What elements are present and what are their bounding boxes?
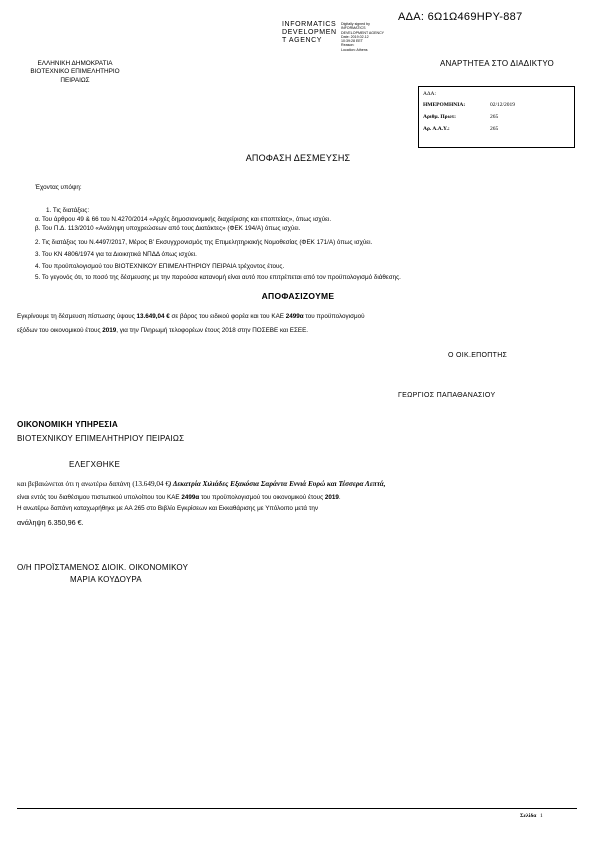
meta-row-aay bbox=[423, 126, 499, 132]
decision-text: σε βάρος του ειδικού φορέα και του ΚΑΕ bbox=[169, 313, 286, 320]
stamp-line: 10:39:28 EET bbox=[341, 39, 363, 44]
cert-text: του προϋπολογισμού του οικονομικού έτους bbox=[199, 494, 325, 501]
stamp-line: INFORMATICS bbox=[341, 26, 366, 31]
consideration-item: 4. Του προϋπολογισμού του ΒΙΟΤΕΧΝΙΚΟΥ ΕΠΙΜΕΛΗΤΗΡΙΟΥ ΠΕΙΡΑΙΑ τρέχοντος έτους. bbox=[35, 263, 285, 270]
issuer-line: ΕΛΛΗΝΙΚΗ ΔΗΜΟΚΡΑΤΙΑ bbox=[37, 60, 113, 67]
consideration-item: 3. Του ΚΝ 4806/1974 για τα Διοικητικά ΝΠΔΔ όπως ισχύει. bbox=[35, 251, 197, 258]
cert-text: ανάληψη bbox=[17, 518, 48, 527]
certification-line: Η ανωτέρω δαπάνη καταχωρήθηκε με ΑΑ 265 στο Βιβλίο Εγκρίσεων και Εκκαθάρισης με Υπόλοιπο μετά την bbox=[17, 505, 318, 512]
decision-kae: 2499α bbox=[285, 313, 304, 320]
cert-text: και βεβαιώνεται ότι η ανωτέρω δαπάνη ( bbox=[17, 480, 135, 488]
meta-value: 265 bbox=[490, 114, 499, 120]
meta-ada-label: ΑΔΑ: bbox=[423, 91, 437, 97]
stamp-line: Location: Athens bbox=[341, 47, 368, 52]
page-label: Σελίδα bbox=[520, 813, 537, 819]
meta-label: ΗΜΕΡΟΜΗΝΙΑ: bbox=[423, 102, 466, 108]
agency-line: T AGENCY bbox=[282, 37, 323, 44]
consideration-item: 1. Τις διατάξεις: bbox=[46, 207, 90, 214]
stamp-line: Date: 2019.02.12 bbox=[341, 34, 369, 39]
issuer-line: ΒΙΟΤΕΧΝΙΚΟ ΕΠΙΜΕΛΗΤΗΡΙΟ bbox=[30, 68, 120, 76]
decision-amount: 13.649,04 € bbox=[136, 313, 170, 320]
decision-heading: ΑΠΟΦΑΣΙΖΟΥΜΕ bbox=[261, 291, 335, 301]
cert-kae: 2499α bbox=[181, 494, 200, 501]
stamp-line: Reason: bbox=[341, 43, 355, 48]
meta-label: Αρ. Α.Α.Υ.: bbox=[423, 126, 450, 132]
certification-line bbox=[17, 519, 84, 527]
issuer-block bbox=[10, 60, 140, 85]
decision-text: Εγκρίνουμε τη δέσμευση πίστωσης ύψους bbox=[17, 313, 137, 320]
certification-line bbox=[17, 480, 386, 488]
agency-line: DEVELOPMEN bbox=[282, 29, 337, 36]
cert-amount-words: ) Δεκατρία Χιλιάδες Εξακόσια Σαράντα Εννιά Ευρώ και Τέσσερα Λεπτά, bbox=[168, 480, 386, 488]
page-number: 1 bbox=[540, 813, 543, 819]
consideration-item: 5. Το γεγονός ότι, το ποσό της δέσμευσης με την παρούσα κατανομή είναι αυτό που επιτρέπεται από τον προϋπολογισμό διάθεσης. bbox=[35, 274, 401, 281]
service-subtitle: ΒΙΟΤΕΧΝΙΚΟΥ ΕΠΙΜΕΛΗΤΗΡΙΟΥ ΠΕΙΡΑΙΩΣ bbox=[17, 434, 185, 443]
consideration-item: α. Του άρθρου 49 & 66 του Ν.4270/2014 «Αρχές δημοσιονομικής διαχείρισης και εποπτείας», όπως ισχύει. bbox=[35, 216, 332, 223]
meta-row-protocol bbox=[423, 114, 499, 120]
certification-line bbox=[17, 494, 341, 502]
decision-text: εξόδων του οικονομικού έτους bbox=[17, 327, 103, 334]
meta-value: 02/12/2019 bbox=[490, 102, 516, 108]
head-of-finance-title: Ο/Η ΠΡΟΪΣΤΑΜΕΝΟΣ ΔΙΟΙΚ. ΟΙΚΟΝΟΜΙΚΟΥ bbox=[17, 563, 189, 572]
meta-label: Αριθμ. Πρωτ: bbox=[423, 114, 456, 120]
service-title: ΟΙΚΟΝΟΜΙΚΗ ΥΠΗΡΕΣΙΑ bbox=[17, 420, 118, 429]
head-of-finance-name: ΜΑΡΙΑ ΚΟΥΔΟΥΡΑ bbox=[70, 575, 142, 584]
decision-text: , για την Πληρωμή τελοφορέων έτους 2018 στην ΠΟΣΕΒΕ και ΕΣΕΕ. bbox=[116, 327, 309, 334]
footer-divider bbox=[17, 808, 577, 809]
decision-year: 2019 bbox=[102, 327, 117, 334]
decision-line bbox=[17, 313, 365, 321]
cert-balance: 6.350,96 €. bbox=[47, 518, 84, 527]
document-title: ΑΠΟΦΑΣΗ ΔΕΣΜΕΥΣΗΣ bbox=[245, 153, 351, 163]
consideration-item: 2. Τις διατάξεις του Ν.4497/2017, Μέρος Β' Εκσυγχρονισμός της Επιμελητηριακής Νομοθεσίας (ΦΕΚ 171/Α) όπως ισχύει. bbox=[35, 239, 373, 246]
consideration-item: β. Του Π.Δ. 113/2010 «Ανάληψη υποχρεώσεων από τους Διατάκτες» (ΦΕΚ 194/Α) όπως ισχύει. bbox=[35, 225, 301, 232]
cert-text: . bbox=[338, 494, 341, 501]
decision-line bbox=[17, 327, 308, 335]
cert-year: 2019 bbox=[324, 494, 339, 501]
issuer-line: ΠΕΙΡΑΙΩΣ bbox=[60, 76, 90, 84]
decision-text: του προϋπολογισμού bbox=[303, 313, 365, 320]
meta-value: 265 bbox=[490, 126, 499, 132]
stamp-line: DEVELOPMENT AGENCY bbox=[341, 30, 385, 35]
cert-text: είναι εντός του διαθέσιμου πιστωτικού υπολοίπου του ΚΑΕ bbox=[17, 494, 182, 501]
intro-text: Έχοντας υπόψη: bbox=[35, 184, 82, 191]
stamp-line: Digitally signed by bbox=[341, 22, 370, 26]
cert-amount: 13.649,04 € bbox=[134, 480, 169, 488]
meta-row-date bbox=[423, 102, 516, 108]
publish-online-label: ΑΝΑΡΤΗΤΕΑ ΣΤΟ ΔΙΑΔΙΚΤΥΟ bbox=[440, 59, 554, 68]
document-metadata-box bbox=[418, 86, 575, 148]
agency-line: INFORMATICS bbox=[282, 21, 337, 28]
ada-number: ΑΔΑ: 6Ω1Ω469ΗΡΥ-887 bbox=[398, 11, 523, 23]
checked-label: ΕΛΕΓΧΘΗΚΕ bbox=[69, 460, 121, 469]
supervisor-title: Ο ΟΙΚ.ΕΠΟΠΤΗΣ bbox=[448, 352, 508, 359]
supervisor-name: ΓΕΩΡΓΙΟΣ ΠΑΠΑΘΑΝΑΣΙΟΥ bbox=[398, 392, 496, 399]
